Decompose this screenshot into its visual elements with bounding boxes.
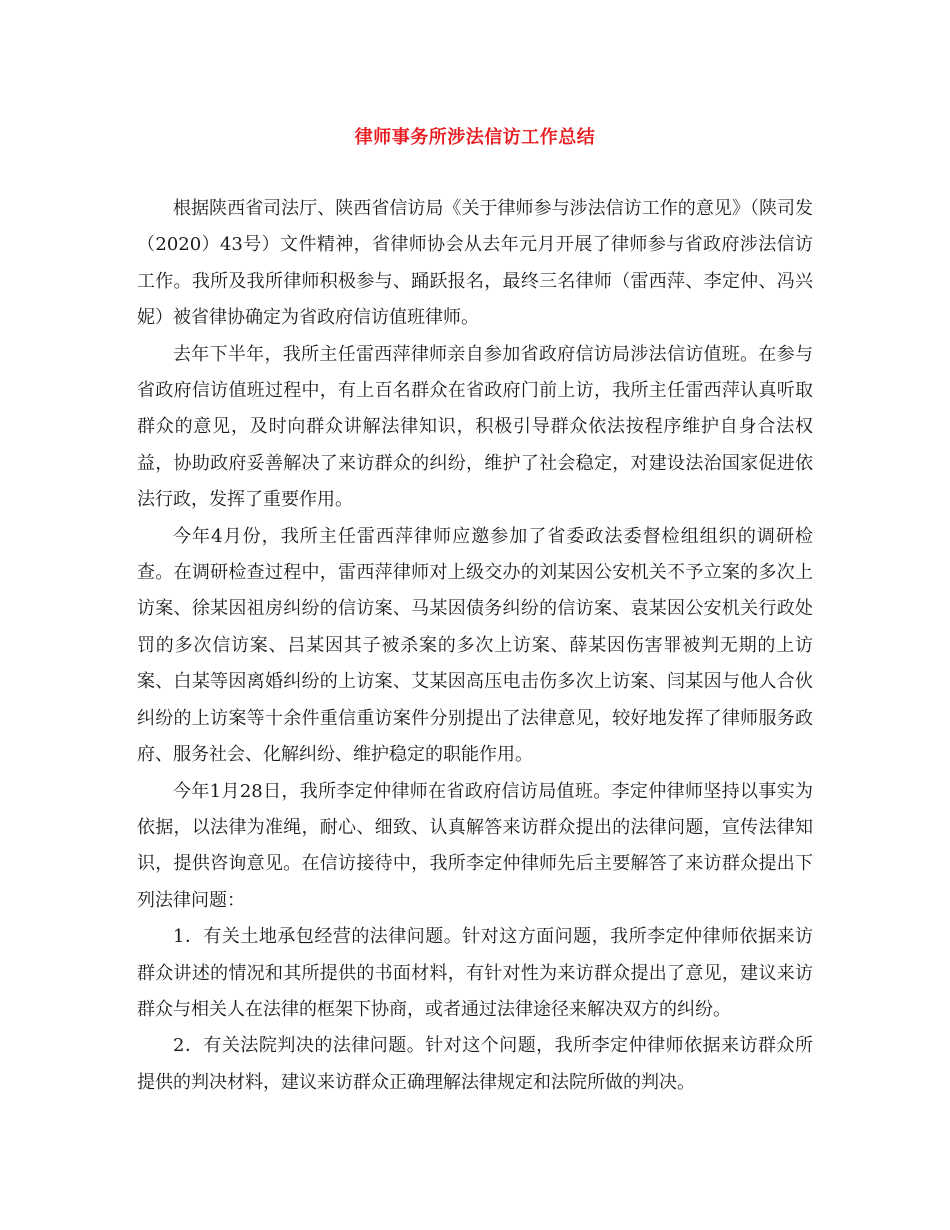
paragraph-6: 2．有关法院判决的法律问题。针对这个问题，我所李定仲律师依据来访群众所提供的判决材料，建议来访群众正确理解法律规定和法院所做的判决。 xyxy=(137,1035,813,1093)
paragraph-1: 根据陕西省司法厅、陕西省信访局《关于律师参与涉法信访工作的意见》（陕司发（2020）43号）文件精神，省律师协会从去年元月开展了律师参与省政府涉法信访工作。我所及我所律师积极参与、踊跃报名，最终三名律师（雷西萍、李定仲、冯兴妮）被省律协确定为省政府信访值班律师。 xyxy=(137,198,813,329)
paragraph-2: 去年下半年，我所主任雷西萍律师亲自参加省政府信访局涉法信访值班。在参与省政府信访值班过程中，有上百名群众在省政府门前上访，我所主任雷西萍认真听取群众的意见，及时向群众讲解法律知识，积极引导群众依法按程序维护自身合法权益，协助政府妥善解决了来访群众的纠纷，维护了社会稳定，对建设法治国家促进依法行政，发挥了重要作用。 xyxy=(137,343,813,511)
document-body xyxy=(137,191,813,1101)
paragraph-3: 今年4月份，我所主任雷西萍律师应邀参加了省委政法委督检组组织的调研检查。在调研检查过程中，雷西萍律师对上级交办的刘某因公安机关不予立案的多次上访案、徐某因祖房纠纷的信访案、马某因债务纠纷的信访案、袁某因公安机关行政处罚的多次信访案、吕某因其子被杀案的多次上访案、薛某因伤害罪被判无期的上访案、白某等因离婚纠纷的上访案、艾某因高压电击伤多次上访案、闫某因与他人合伙纠纷的上访案等十余件重信重访案件分别提出了法律意见，较好地发挥了律师服务政府、服务社会、化解纠纷、维护稳定的职能作用。 xyxy=(137,525,813,766)
document-title: 律师事务所涉法信访工作总结 xyxy=(354,127,596,148)
paragraph-5: 1．有关土地承包经营的法律问题。针对这方面问题，我所李定仲律师依据来访群众讲述的情况和其所提供的书面材料，有针对性为来访群众提出了意见，建议来访群众与相关人在法律的框架下协商，或者通过法律途径来解决双方的纠纷。 xyxy=(137,926,813,1020)
paragraph-4: 今年1月28日，我所李定仲律师在省政府信访局值班。李定仲律师坚持以事实为依据，以法律为准绳，耐心、细致、认真解答来访群众提出的法律问题，宣传法律知识，提供咨询意见。在信访接待中，我所李定仲律师先后主要解答了来访群众提出下列法律问题： xyxy=(137,780,813,911)
